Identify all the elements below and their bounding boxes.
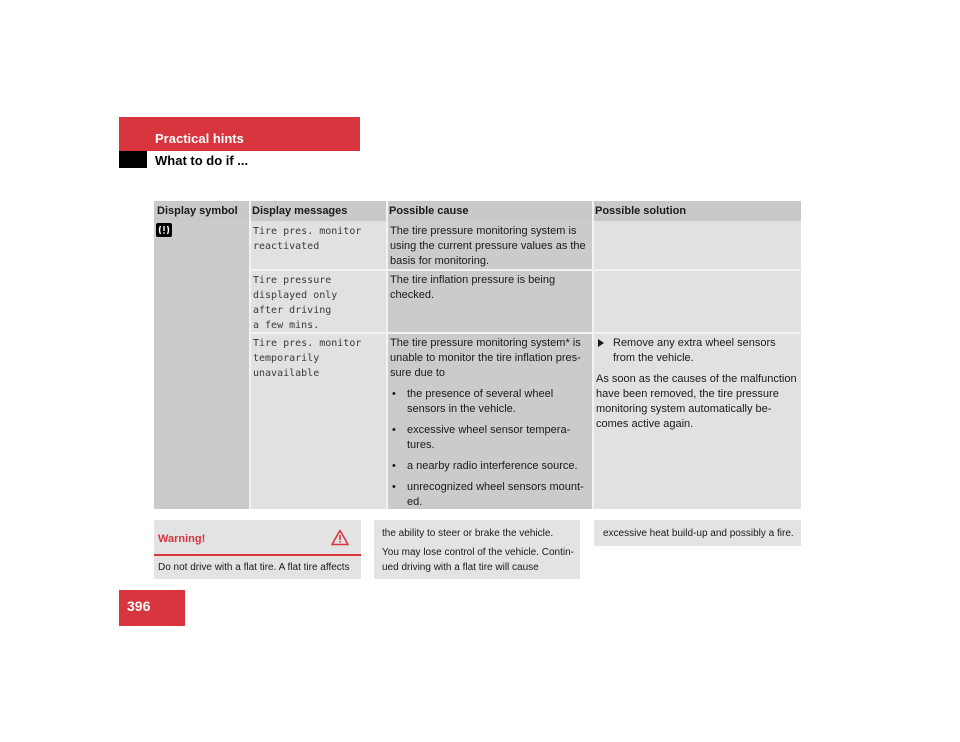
cause-row-1: The tire pressure monitoring system is using the current pressure values as the basis for monitoring.	[390, 225, 586, 267]
warning-box	[154, 520, 361, 579]
warning-text-1: Do not drive with a flat tire. A flat tire affects	[158, 562, 350, 573]
col-divider	[592, 201, 594, 509]
page-number: 396	[127, 598, 151, 614]
warning-title: Warning!	[158, 533, 206, 545]
col-header-solution: Possible solution	[592, 201, 801, 221]
warning-header	[154, 520, 361, 556]
row-divider	[249, 269, 801, 271]
warning-continued-box	[374, 520, 580, 579]
col-header-symbol: Display symbol	[154, 201, 249, 221]
solution-row-3	[596, 336, 798, 438]
solution-action: Remove any extra wheel sensors from the vehicle.	[596, 336, 798, 366]
subsection-marker	[119, 151, 147, 168]
message-row-1: Tire pres. monitor reactivated	[253, 226, 362, 252]
message-row-3: Tire pres. monitor temporarily unavailable	[253, 338, 362, 379]
page-number-tab	[119, 590, 185, 626]
warning-continued-box-2	[594, 520, 801, 546]
cause-row-3	[390, 336, 588, 516]
cause-bullet: • unrecognized wheel sensors mount-ed.	[390, 480, 588, 510]
warning-text-2b: You may lose control of the vehicle. Contin-ued driving with a flat tire will cause	[382, 547, 574, 573]
cause-bullet: • the presence of several wheel sensors in the vehicle.	[390, 387, 588, 417]
section-header	[119, 117, 360, 151]
cause-row-3-intro: The tire pressure monitoring system* is unable to monitor the tire inflation pres-sure due to	[390, 337, 581, 379]
symbol-column	[154, 221, 249, 509]
cause-bullet: • excessive wheel sensor tempera-tures.	[390, 423, 588, 453]
col-divider	[249, 201, 251, 509]
section-title: Practical hints	[155, 131, 244, 146]
subsection-title: What to do if ...	[155, 153, 249, 168]
warning-triangle-icon	[331, 529, 349, 546]
message-row-2: Tire pressure displayed only after driving a few mins.	[253, 275, 338, 331]
warning-text-3: excessive heat build-up and possibly a fire.	[603, 528, 794, 539]
col-header-cause: Possible cause	[386, 201, 592, 221]
col-divider	[386, 201, 388, 509]
cause-row-2: The tire inflation pressure is being checked.	[390, 274, 556, 301]
solution-note: As soon as the causes of the malfunction have been removed, the tire pressure monitoring system automatically be-comes active again.	[596, 373, 797, 430]
tire-pressure-table	[154, 201, 801, 509]
cause-bullet: • a nearby radio interference source.	[390, 459, 588, 474]
warning-text-2a: the ability to steer or brake the vehicle.	[382, 528, 554, 539]
col-header-messages: Display messages	[249, 201, 386, 221]
tire-pressure-warning-icon	[156, 223, 172, 237]
